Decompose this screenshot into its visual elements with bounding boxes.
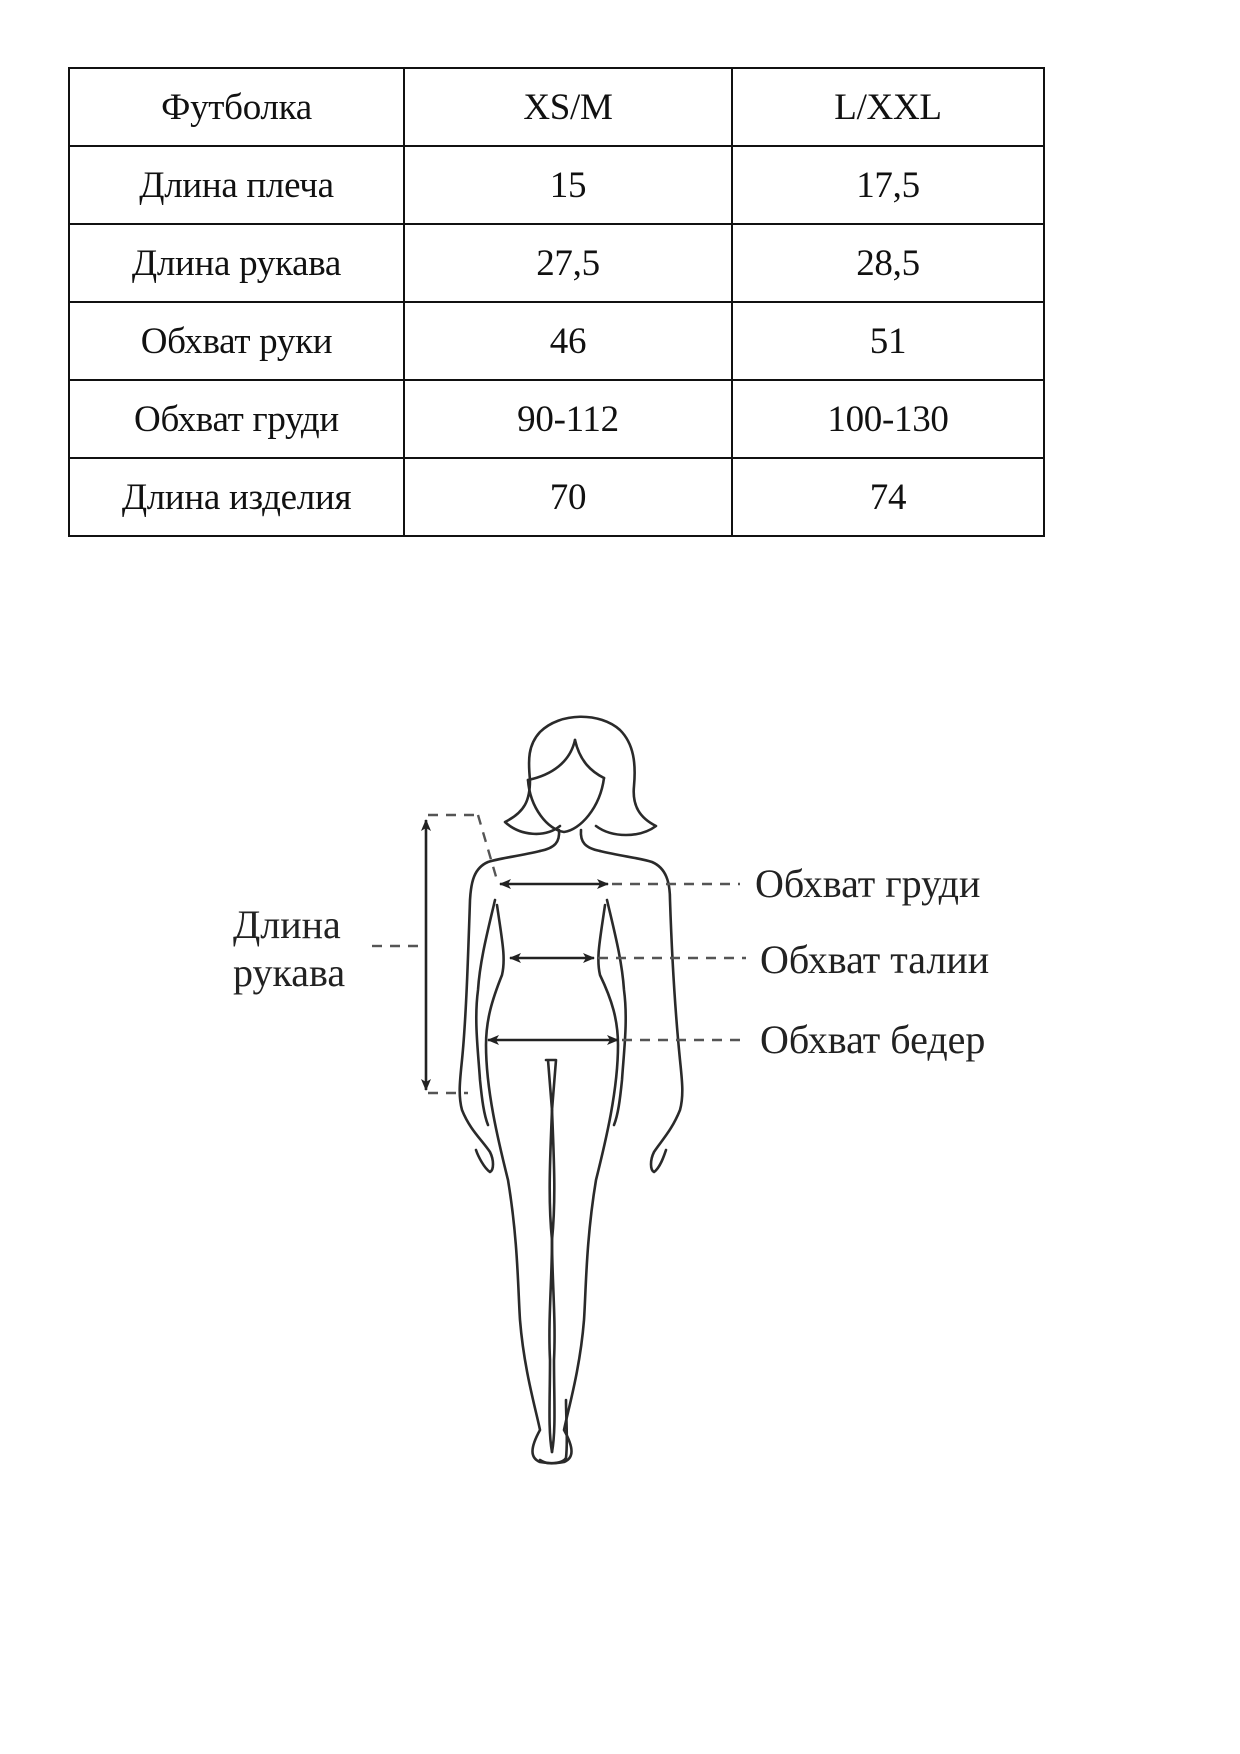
female-silhouette-icon [460, 717, 683, 1464]
value-xs-m: 27,5 [404, 224, 732, 302]
row-label: Длина изделия [69, 458, 404, 536]
table-row [69, 458, 1044, 536]
row-label: Длина рукава [69, 224, 404, 302]
table-row [69, 302, 1044, 380]
value-l-xxl: 28,5 [732, 224, 1044, 302]
sleeve-length-label-line1: Длина [233, 902, 341, 947]
waist-label: Обхват талии [760, 937, 990, 982]
table-header-row [69, 68, 1044, 146]
table-row [69, 380, 1044, 458]
row-label: Обхват руки [69, 302, 404, 380]
table-row [69, 224, 1044, 302]
header-cell-size-l-xxl: L/XXL [732, 68, 1044, 146]
size-chart-table [68, 67, 1045, 537]
row-label: Обхват груди [69, 380, 404, 458]
row-label: Длина плеча [69, 146, 404, 224]
hips-label: Обхват бедер [760, 1017, 986, 1062]
header-cell-size-xs-m: XS/M [404, 68, 732, 146]
sleeve-length-label-line2: рукава [233, 950, 346, 995]
measurement-arrows [426, 820, 618, 1090]
value-xs-m: 70 [404, 458, 732, 536]
chest-label: Обхват груди [755, 861, 981, 906]
value-xs-m: 46 [404, 302, 732, 380]
dashed-guides [372, 815, 746, 1093]
value-l-xxl: 74 [732, 458, 1044, 536]
header-cell-garment: Футболка [69, 68, 404, 146]
value-l-xxl: 17,5 [732, 146, 1044, 224]
value-xs-m: 15 [404, 146, 732, 224]
table-row [69, 146, 1044, 224]
value-xs-m: 90-112 [404, 380, 732, 458]
value-l-xxl: 100-130 [732, 380, 1044, 458]
value-l-xxl: 51 [732, 302, 1044, 380]
